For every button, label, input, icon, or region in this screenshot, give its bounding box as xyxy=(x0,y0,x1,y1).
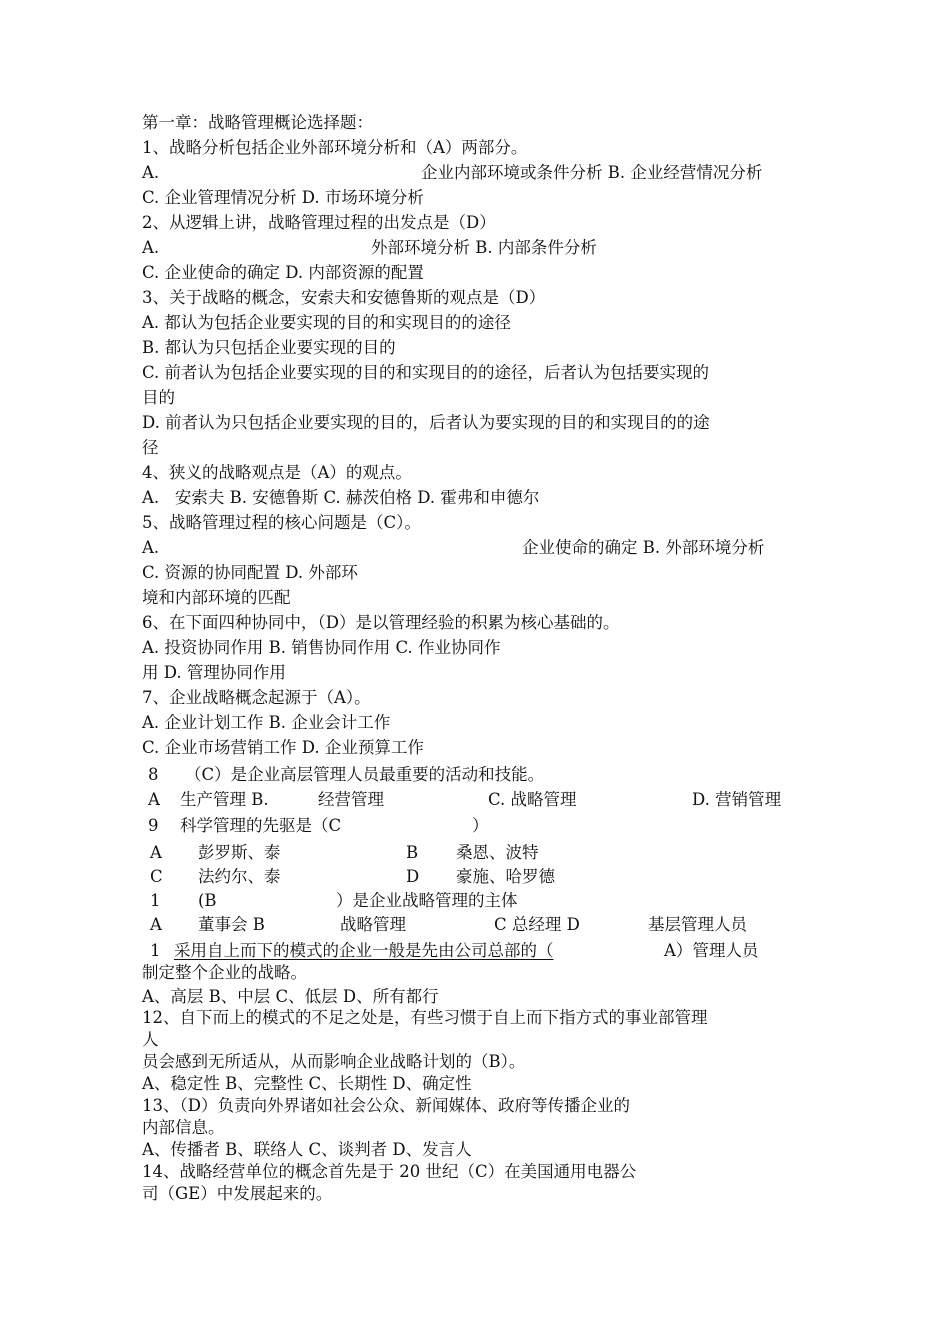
q9-option-d: 豪施、哈罗德 xyxy=(456,867,555,886)
q7-options-cd: C. 企业市场营销工作 D. 企业预算工作 xyxy=(142,738,424,757)
q10-option-d: 基层管理人员 xyxy=(648,915,747,934)
q3-option-d-cont: 径 xyxy=(142,438,159,457)
q11-options: A、高层 B、中层 C、低层 D、所有都行 xyxy=(142,987,439,1006)
q3-option-a: A. 都认为包括企业要实现的目的和实现目的的途径 xyxy=(142,313,511,332)
q3-option-b: B. 都认为只包括企业要实现的目的 xyxy=(142,338,396,357)
q1-option-a-label: A. xyxy=(142,163,160,182)
q3-option-d: D. 前者认为只包括企业要实现的目的，后者认为要实现的目的和实现目的的途 xyxy=(142,413,710,432)
q2-options-ab: 外部环境分析 B. 内部条件分析 xyxy=(371,238,597,257)
q9-option-b: 桑恩、波特 xyxy=(456,843,539,862)
q8-option-a: 生产管理 B. xyxy=(180,790,269,809)
q2-options-cd: C. 企业使命的确定 D. 内部资源的配置 xyxy=(142,263,424,282)
question-14: 14、战略经营单位的概念首先是于 20 世纪（C）在美国通用电器公 xyxy=(142,1162,637,1181)
question-10: ）是企业战略管理的主体 xyxy=(336,891,518,910)
q5-options-d-cont: 境和内部环境的匹配 xyxy=(142,588,291,607)
question-13-cont: 内部信息。 xyxy=(142,1118,225,1137)
q8-option-d: D. 营销管理 xyxy=(692,790,782,809)
question-2: 2、从逻辑上讲，战略管理过程的出发点是（D） xyxy=(142,213,496,232)
question-9-close: ） xyxy=(472,816,489,835)
question-13: 13、（D）负责向外界诸如社会公众、新闻媒体、政府等传播企业的 xyxy=(142,1096,630,1115)
q9-number: 9 xyxy=(148,816,159,835)
q8-number: 8 xyxy=(148,765,159,784)
question-8: （C）是企业高层管理人员最重要的活动和技能。 xyxy=(185,765,545,784)
q5-options-ab: 企业使命的确定 B. 外部环境分析 xyxy=(522,538,765,557)
question-3: 3、关于战略的概念，安索夫和安德鲁斯的观点是（D） xyxy=(142,288,546,307)
q9-option-a-label: A xyxy=(150,843,162,862)
q9-option-c-label: C xyxy=(150,867,163,886)
q10-option-a: 董事会 B xyxy=(198,915,265,934)
question-11-answer: A）管理人员 xyxy=(664,941,759,960)
q1-options-cd: C. 企业管理情况分析 D. 市场环境分析 xyxy=(142,188,424,207)
q9-option-d-label: D xyxy=(406,867,420,886)
question-11-cont: 制定整个企业的战略。 xyxy=(142,963,307,982)
q5-option-a-label: A. xyxy=(142,538,160,557)
question-4: 4、狭义的战略观点是（A）的观点。 xyxy=(142,463,412,482)
question-11: 采用自上而下的模式的企业一般是先由公司总部的（ xyxy=(174,941,554,960)
q6-options-cont: 用 D. 管理协同作用 xyxy=(142,663,286,682)
q8-option-a-label: A xyxy=(148,790,160,809)
q10-option-c: C 总经理 D xyxy=(494,915,580,934)
question-7: 7、企业战略概念起源于（A）。 xyxy=(142,688,371,707)
question-5: 5、战略管理过程的核心问题是（C）。 xyxy=(142,513,421,532)
chapter-heading: 第一章：战略管理概论选择题： xyxy=(142,113,373,132)
question-10-answer: (B xyxy=(198,891,217,910)
q10-option-a-label: A xyxy=(150,915,162,934)
q10-option-b: 战略管理 xyxy=(340,915,406,934)
question-1: 1、战略分析包括企业外部环境分析和（A）两部分。 xyxy=(142,138,528,157)
q1-options-ab: 企业内部环境或条件分析 B. 企业经营情况分析 xyxy=(421,163,763,182)
q11-number: 1 xyxy=(150,941,161,960)
q13-options: A、传播者 B、联络人 C、谈判者 D、发言人 xyxy=(142,1140,472,1159)
q6-options: A. 投资协同作用 B. 销售协同作用 C. 作业协同作 xyxy=(142,638,501,657)
q9-option-a: 彭罗斯、泰 xyxy=(198,843,281,862)
question-12-cont-2: 员会感到无所适从，从而影响企业战略计划的（B）。 xyxy=(142,1052,526,1071)
question-6: 6、在下面四种协同中，（D）是以管理经验的积累为核心基础的。 xyxy=(142,613,620,632)
question-12-cont-1: 人 xyxy=(142,1030,159,1049)
question-9: 科学管理的先驱是（C xyxy=(180,816,342,835)
question-14-cont: 司（GE）中发展起来的。 xyxy=(142,1184,333,1203)
q8-option-c: C. 战略管理 xyxy=(488,790,577,809)
q3-option-c: C. 前者认为包括企业要实现的目的和实现目的的途径，后者认为包括要实现的 xyxy=(142,363,710,382)
q8-option-b: 经营管理 xyxy=(318,790,384,809)
q10-number: 1 xyxy=(150,891,161,910)
q7-options-ab: A. 企业计划工作 B. 企业会计工作 xyxy=(142,713,391,732)
question-12: 12、自下而上的模式的不足之处是，有些习惯于自上而下指方式的事业部管理 xyxy=(142,1008,708,1027)
q9-option-b-label: B xyxy=(406,843,419,862)
q9-option-c: 法约尔、泰 xyxy=(198,867,281,886)
q4-options: A. 安索夫 B. 安德鲁斯 C. 赫茨伯格 D. 霍弗和申德尔 xyxy=(142,488,540,507)
q3-option-c-cont: 目的 xyxy=(142,388,175,407)
q2-option-a-label: A. xyxy=(142,238,160,257)
q12-options: A、稳定性 B、完整性 C、长期性 D、确定性 xyxy=(142,1074,472,1093)
q5-options-cd: C. 资源的协同配置 D. 外部环 xyxy=(142,563,358,582)
